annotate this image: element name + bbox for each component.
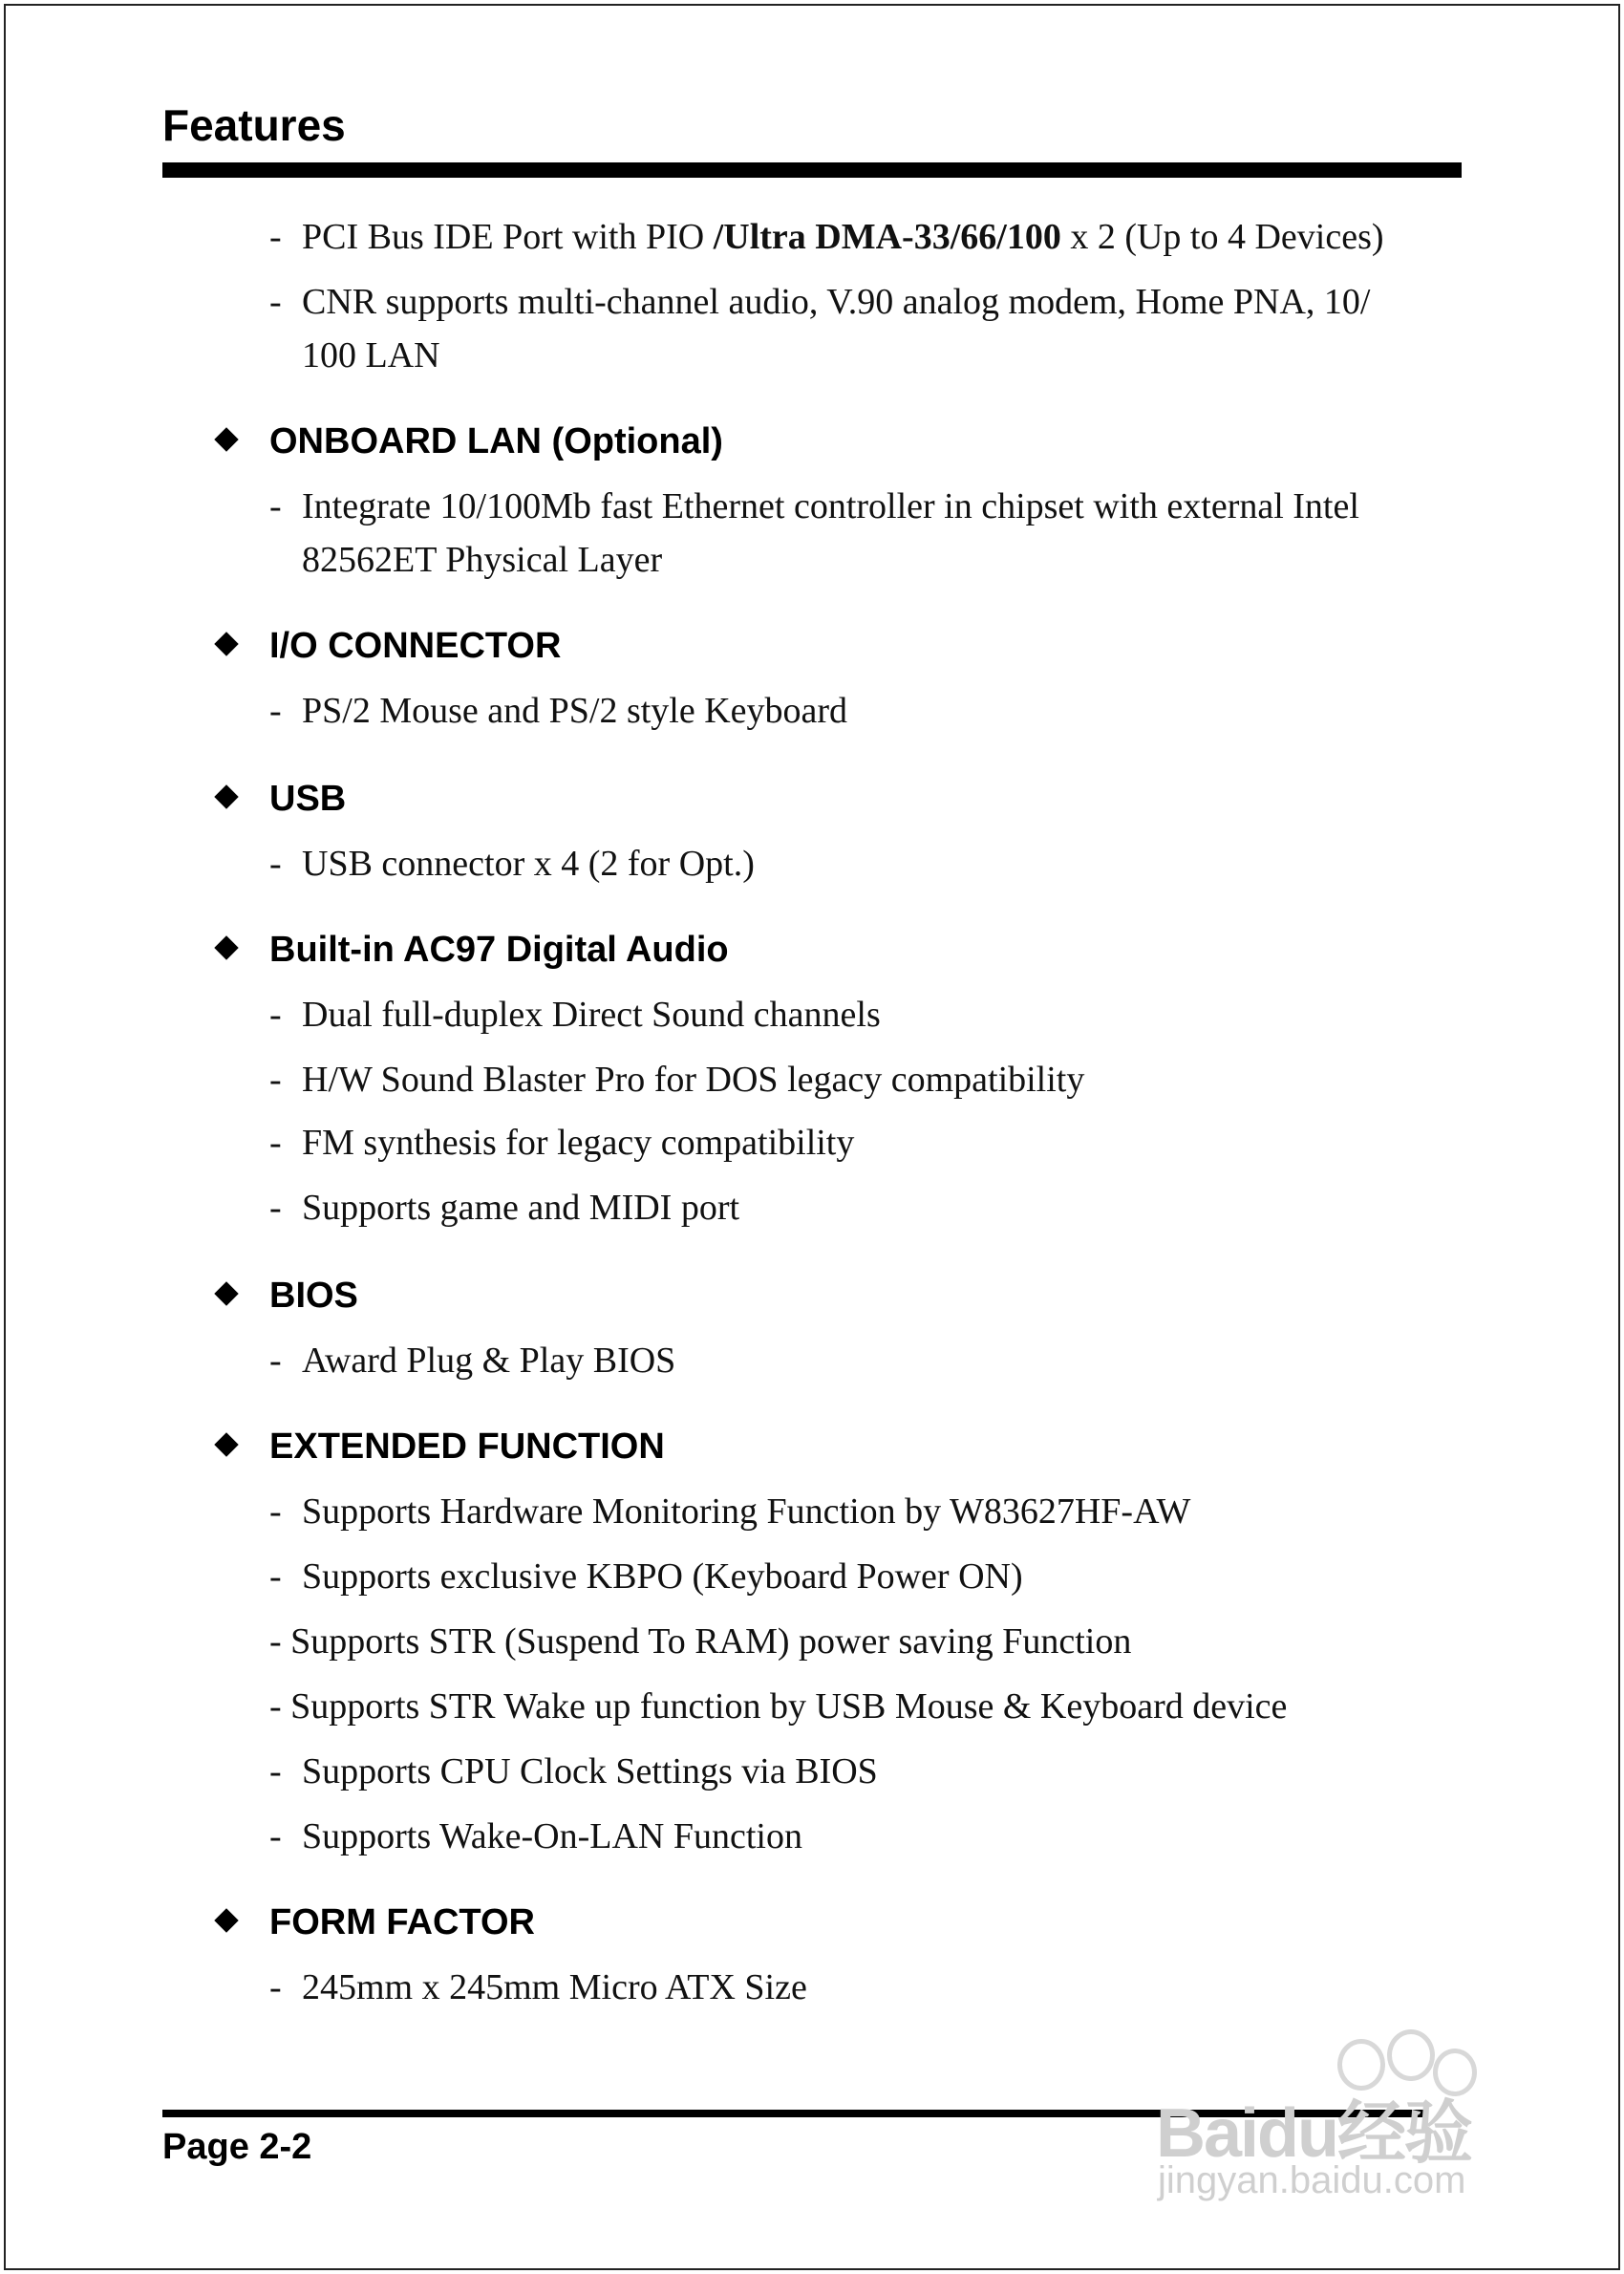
diamond-bullet-icon — [214, 1432, 238, 1456]
feature-line: - Supports Hardware Monitoring Function by W83627HF-AW — [269, 1491, 1191, 1532]
feature-line: - Supports exclusive KBPO (Keyboard Power ON) — [269, 1556, 1023, 1597]
diamond-bullet-icon — [214, 427, 238, 451]
diamond-bullet-icon — [214, 935, 238, 959]
feature-line: - Supports STR (Suspend To RAM) power saving Function — [269, 1621, 1132, 1662]
section-heading: ONBOARD LAN (Optional) — [218, 415, 723, 468]
feature-line: - Supports CPU Clock Settings via BIOS — [269, 1751, 878, 1791]
feature-line: - Dual full-duplex Direct Sound channels — [269, 995, 881, 1035]
section-heading: FORM FACTOR — [218, 1896, 535, 1949]
feature-line: - PS/2 Mouse and PS/2 style Keyboard — [269, 691, 848, 731]
feature-line: - USB connector x 4 (2 for Opt.) — [269, 844, 755, 884]
feature-line: - Award Plug & Play BIOS — [269, 1341, 676, 1381]
section-heading: Built-in AC97 Digital Audio — [218, 923, 729, 976]
feature-line: - CNR supports multi-channel audio, V.90 analog modem, Home PNA, 10/ — [269, 282, 1371, 322]
paw-icon — [1387, 2029, 1435, 2081]
feature-line: - Supports STR Wake up function by USB Mouse & Keyboard device — [269, 1686, 1288, 1727]
feature-line: - Integrate 10/100Mb fast Ethernet controller in chipset with external Intel — [269, 486, 1359, 526]
feature-line: - PCI Bus IDE Port with PIO /Ultra DMA-33/66/100 x 2 (Up to 4 Devices) — [269, 217, 1384, 257]
feature-line: - Supports Wake-On-LAN Function — [269, 1816, 802, 1856]
feature-line: - 245mm x 245mm Micro ATX Size — [269, 1967, 807, 2007]
page-title: Features — [162, 100, 346, 150]
diamond-bullet-icon — [214, 784, 238, 808]
feature-line: - FM synthesis for legacy compatibility — [269, 1123, 855, 1163]
diamond-bullet-icon — [214, 1281, 238, 1305]
feature-line: - H/W Sound Blaster Pro for DOS legacy compatibility — [269, 1060, 1085, 1100]
section-heading: BIOS — [218, 1269, 358, 1322]
watermark-brand: Baidu经验 — [1156, 2095, 1472, 2172]
watermark — [1137, 2026, 1538, 2217]
watermark-url: jingyan.baidu.com — [1158, 2159, 1466, 2201]
section-heading: EXTENDED FUNCTION — [218, 1420, 665, 1473]
feature-line-continued: 100 LAN — [302, 335, 440, 375]
diamond-bullet-icon — [214, 632, 238, 655]
section-heading: I/O CONNECTOR — [218, 619, 561, 673]
page-number: Page 2-2 — [162, 2127, 312, 2167]
section-heading: USB — [218, 772, 346, 826]
feature-line: - Supports game and MIDI port — [269, 1188, 740, 1228]
feature-line-continued: 82562ET Physical Layer — [302, 540, 663, 580]
diamond-bullet-icon — [214, 1908, 238, 1932]
